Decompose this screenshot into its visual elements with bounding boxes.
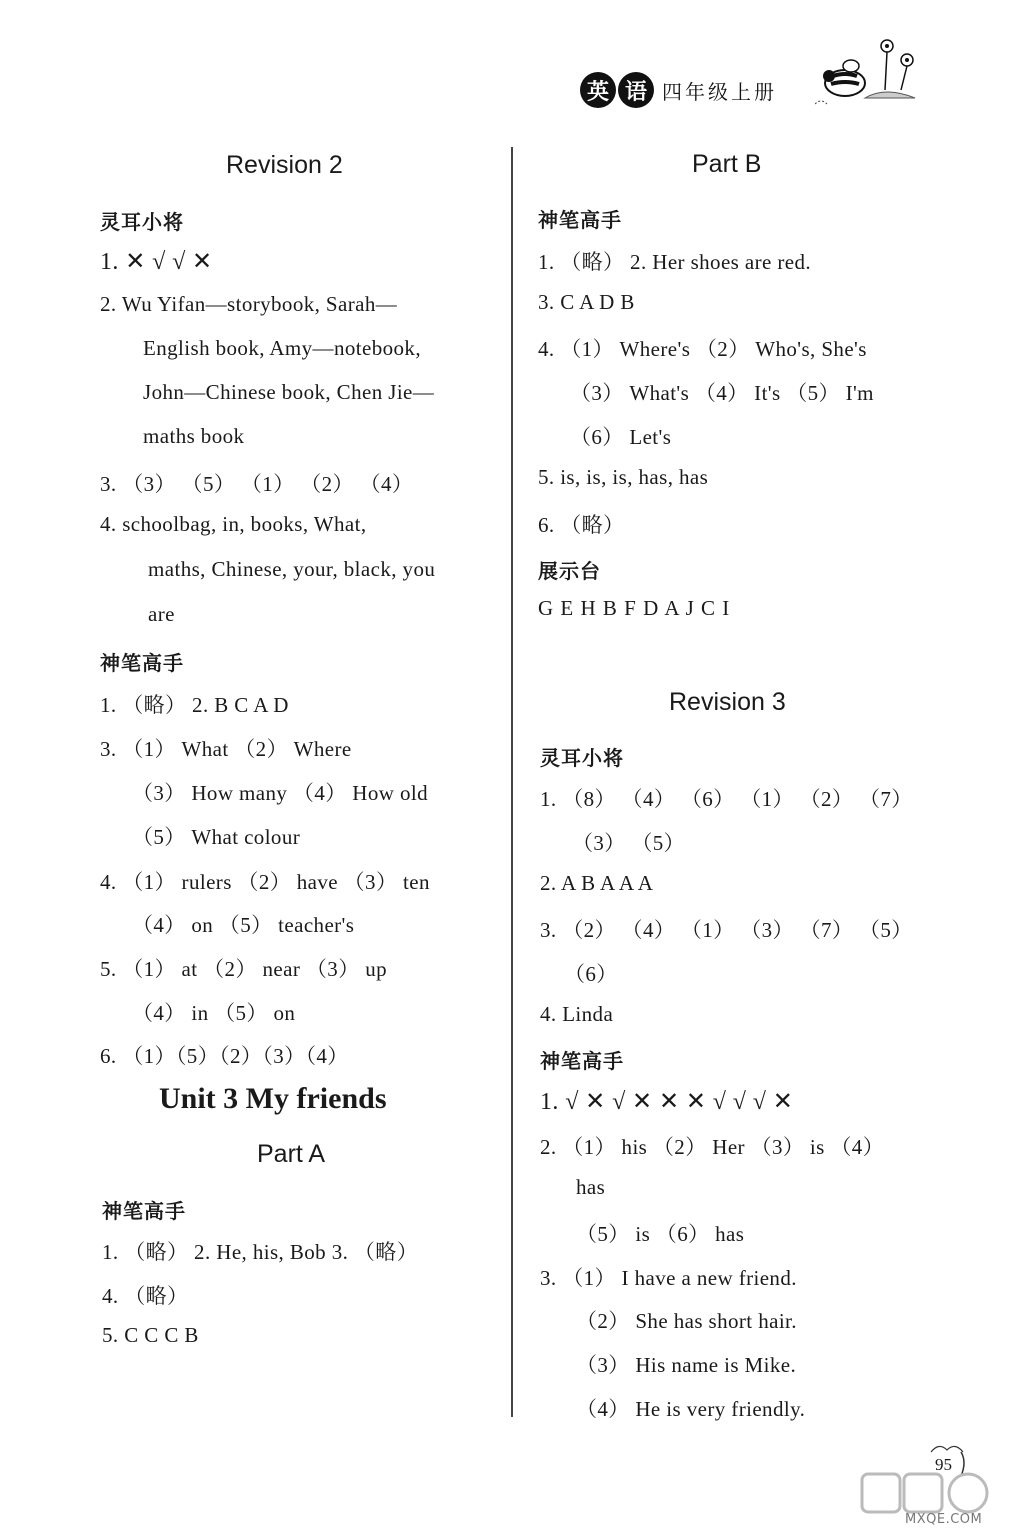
answer-line: 3. （2） （4） （1） （3） （7） （5） — [540, 918, 913, 942]
watermark-text: MXQE.COM — [905, 1512, 983, 1527]
answer-line: 4. Linda — [540, 1002, 614, 1026]
answer-line: （3） What's （4） It's （5） I'm — [570, 381, 874, 405]
bee-flower-decoration-icon — [815, 28, 925, 108]
answer-line: 1. ✕ √ √ ✕ — [100, 249, 213, 275]
answer-line: 1. （略） 2. B C A D — [100, 693, 289, 717]
header-subtitle: 四年级上册 — [662, 79, 777, 104]
answer-line: 2. Wu Yifan—storybook, Sarah— — [100, 292, 398, 316]
answer-line: are — [148, 602, 175, 626]
answer-line: 2. A B A A A — [540, 871, 654, 895]
answer-line: maths book — [143, 424, 245, 448]
answer-line: 4. （略） — [102, 1284, 189, 1308]
page-number: 95 — [935, 1455, 952, 1474]
answer-line: （4） He is very friendly. — [576, 1397, 806, 1421]
answer-line: John—Chinese book, Chen Jie— — [143, 380, 435, 404]
revision3-title: Revision 3 — [669, 688, 786, 716]
answer-line: 2. （1） his （2） Her （3） is （4） — [540, 1135, 885, 1159]
answer-line: G E H B F D A J C I — [538, 596, 731, 620]
section-heading: 神笔高手 — [538, 208, 622, 232]
section-heading: 灵耳小将 — [540, 746, 624, 770]
unit3-part-a-title: Part A — [257, 1140, 326, 1168]
unit3-title: Unit 3 My friends — [159, 1082, 387, 1115]
answer-line: 5. （1） at （2） near （3） up — [100, 957, 388, 981]
answer-line: 3. （1） I have a new friend. — [540, 1266, 797, 1290]
answer-line: 6. （略） — [538, 513, 625, 537]
section-heading: 神笔高手 — [102, 1199, 186, 1223]
answer-line: 3. （3） （5） （1） （2） （4） — [100, 472, 414, 496]
revision2-title: Revision 2 — [226, 151, 343, 179]
answer-line: 4. （1） Where's （2） Who's, She's — [538, 337, 867, 361]
answer-line: （4） in （5） on — [132, 1001, 296, 1025]
answer-line: 3. C A D B — [538, 290, 635, 314]
section-heading: 神笔高手 — [100, 651, 184, 675]
header-char-2: 语 — [618, 72, 654, 108]
section-heading: 神笔高手 — [540, 1049, 624, 1073]
answer-line: English book, Amy—notebook, — [143, 336, 421, 360]
answer-line: （6） — [564, 962, 618, 986]
section-heading: 灵耳小将 — [100, 210, 184, 234]
column-divider — [511, 147, 513, 1417]
answer-line: 1. （略） 2. Her shoes are red. — [538, 250, 812, 274]
answer-line: （5） What colour — [132, 825, 301, 849]
header-char-1: 英 — [580, 72, 616, 108]
answer-line: 4. （1） rulers （2） have （3） ten — [100, 870, 430, 894]
answer-line: （3） His name is Mike. — [576, 1353, 797, 1377]
part-b-title: Part B — [692, 150, 762, 178]
answer-line: 5. is, is, is, has, has — [538, 465, 709, 489]
answer-line: 4. schoolbag, in, books, What, — [100, 512, 367, 536]
answer-line: 1. （8） （4） （6） （1） （2） （7） — [540, 787, 913, 811]
answer-line: （3） How many （4） How old — [132, 781, 429, 805]
answer-line: 3. （1） What （2） Where — [100, 737, 352, 761]
answer-line: （2） She has short hair. — [576, 1309, 797, 1333]
header — [580, 70, 777, 110]
answer-line: 5. C C C B — [102, 1323, 199, 1347]
section-heading: 展示台 — [538, 559, 601, 583]
answer-line: maths, Chinese, your, black, you — [148, 557, 436, 581]
answer-line: （4） on （5） teacher's — [132, 913, 355, 937]
answer-line: （6） Let's — [570, 425, 672, 449]
answer-line: （5） is （6） has — [576, 1222, 745, 1246]
answer-line: 6. （1）（5）（2）（3）（4） — [100, 1044, 349, 1068]
answer-line: 1. （略） 2. He, his, Bob 3. （略） — [102, 1240, 419, 1264]
answer-line: （3） （5） — [572, 831, 686, 855]
answer-line: has — [576, 1175, 606, 1199]
answer-line: 1. √ ✕ √ ✕ ✕ ✕ √ √ √ ✕ — [540, 1089, 794, 1115]
